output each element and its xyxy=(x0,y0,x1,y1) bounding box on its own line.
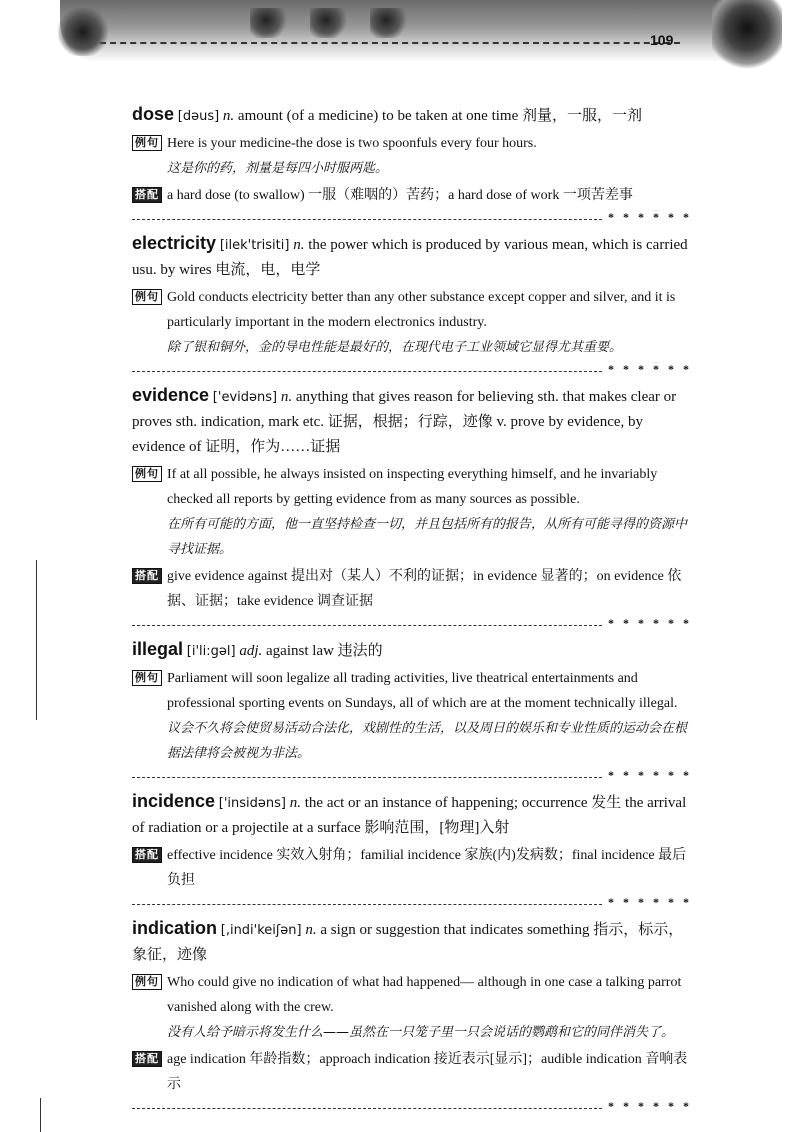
headword: illegal xyxy=(132,639,184,659)
example-label: 例句 xyxy=(132,289,162,305)
example-section xyxy=(132,970,692,1045)
banner-ornament xyxy=(370,8,410,38)
collocation-label: 搭配 xyxy=(132,568,162,584)
definition: against law 违法的 xyxy=(266,643,383,659)
definition: the power which is produced by various mean, which is carried usu. by wires 电流，电，电学 xyxy=(132,237,688,278)
collocation-label: 搭配 xyxy=(132,847,162,863)
example-en: Gold conducts electricity better than any other substance except copper and silver, and it is particularly important in the modern electronics industry. xyxy=(167,290,676,330)
entry-separator: * * * * * * xyxy=(132,362,692,377)
example-cn: 除了银和铜外，金的导电性能是最好的，在现代电子工业领域它显得尤其重要。 xyxy=(167,340,623,355)
margin-line xyxy=(40,1098,41,1132)
headword: evidence xyxy=(132,385,210,405)
entry-incidence xyxy=(132,789,692,910)
entry-separator: * * * * * * xyxy=(132,768,692,783)
header-banner xyxy=(60,0,750,62)
example-label: 例句 xyxy=(132,670,162,686)
part-of-speech: n. xyxy=(280,389,293,405)
example-en: Who could give no indication of what had happened— although in one case a talking parrot vanished along with the crew. xyxy=(167,975,682,1015)
collocation-text: a hard dose (to swallow) 一服（难咽的）苦药；a hard dose of work 一项苦差事 xyxy=(167,188,633,203)
phonetic: ['insidəns] xyxy=(218,796,286,811)
definition: the act or an instance of happening; occurrence 发生 the arrival of radiation or a projectile at a surface 影响范围，[物理]入射 xyxy=(132,795,687,836)
entry-evidence xyxy=(132,383,692,631)
entry-separator: * * * * * * xyxy=(132,1099,692,1114)
collocation-text: effective incidence 实效入射角；familial incidence 家族(内)发病数；final incidence 最后负担 xyxy=(167,848,687,888)
example-section xyxy=(132,285,692,360)
phonetic: ['evidəns] xyxy=(212,390,278,405)
example-label: 例句 xyxy=(132,135,162,151)
phonetic: [,indi'keiʃən] xyxy=(220,923,302,938)
example-cn: 没有人给予暗示将发生什么——虽然在一只笼子里一只会说话的鹦鹉和它的同伴消失了。 xyxy=(167,1025,675,1040)
headword: incidence xyxy=(132,791,216,811)
example-section xyxy=(132,666,692,766)
example-label: 例句 xyxy=(132,466,162,482)
corner-ornament-left xyxy=(58,8,108,56)
collocation-label: 搭配 xyxy=(132,1051,162,1067)
entry-illegal xyxy=(132,637,692,783)
example-label: 例句 xyxy=(132,974,162,990)
example-en: Parliament will soon legalize all trading activities, live theatrical entertainments and professional sporting events on Sundays, all of which are at the moment technically illegal. xyxy=(167,671,678,711)
part-of-speech: n. xyxy=(289,795,301,811)
entry-separator: * * * * * * xyxy=(132,895,692,910)
part-of-speech: n. xyxy=(222,108,235,124)
phonetic: [ilek'trisiti] xyxy=(219,238,290,253)
corner-ornament-right xyxy=(712,0,782,70)
definition: anything that gives reason for believing sth. that makes clear or proves sth. indication, mark etc. 证据，根据；行踪，迹像 v. prove by evidence, by evidence of 证明，作为……证据 xyxy=(132,389,677,455)
entry-separator: * * * * * * xyxy=(132,616,692,631)
page-number: 109 xyxy=(650,32,674,48)
banner-ornament xyxy=(310,8,350,38)
collocation-section xyxy=(132,183,692,208)
collocation-text: age indication 年龄指数；approach indication 接近表示[显示]；audible indication 音响表示 xyxy=(167,1052,688,1092)
entry-dose xyxy=(132,102,692,225)
collocation-section xyxy=(132,1047,692,1097)
phonetic: [dəus] xyxy=(177,109,220,124)
example-section xyxy=(132,131,692,181)
headword: electricity xyxy=(132,233,217,253)
example-cn: 这是你的药，剂量是每四小时服两匙。 xyxy=(167,161,389,176)
part-of-speech: n. xyxy=(305,922,317,938)
part-of-speech: adj. xyxy=(239,643,263,659)
collocation-text: give evidence against 提出对（某人）不利的证据；in evidence 显著的；on evidence 依据、证据；take evidence 调查证据 xyxy=(167,569,682,609)
margin-line xyxy=(36,560,37,720)
collocation-section xyxy=(132,564,692,614)
example-cn: 议会不久将会使贸易活动合法化，戏剧性的生活，以及周日的娱乐和专业性质的运动会在根据法律将会被视为非法。 xyxy=(167,721,688,761)
entry-separator: * * * * * * xyxy=(132,210,692,225)
definition: amount (of a medicine) to be taken at one time 剂量，一服，一剂 xyxy=(237,108,642,124)
banner-dashed-line xyxy=(100,42,680,44)
example-en: If at all possible, he always insisted on inspecting everything himself, and he invariably checked all reports by getting evidence from as many sources as possible. xyxy=(167,467,658,507)
entry-electricity xyxy=(132,231,692,377)
phonetic: [i'li:gəl] xyxy=(186,644,236,659)
banner-ornament xyxy=(250,8,290,38)
definition: a sign or suggestion that indicates something 指示，标示，象征，迹像 xyxy=(132,922,684,963)
example-section xyxy=(132,462,692,562)
example-en: Here is your medicine-the dose is two spoonfuls every four hours. xyxy=(167,136,537,151)
part-of-speech: n. xyxy=(293,237,305,253)
entry-indication xyxy=(132,916,692,1114)
headword: indication xyxy=(132,918,217,938)
collocation-section xyxy=(132,843,692,893)
headword: dose xyxy=(132,104,175,124)
dictionary-entries xyxy=(132,102,692,1120)
example-cn: 在所有可能的方面，他一直坚持检查一切，并且包括所有的报告，从所有可能寻得的资源中寻找证据。 xyxy=(167,517,688,557)
collocation-label: 搭配 xyxy=(132,187,162,203)
